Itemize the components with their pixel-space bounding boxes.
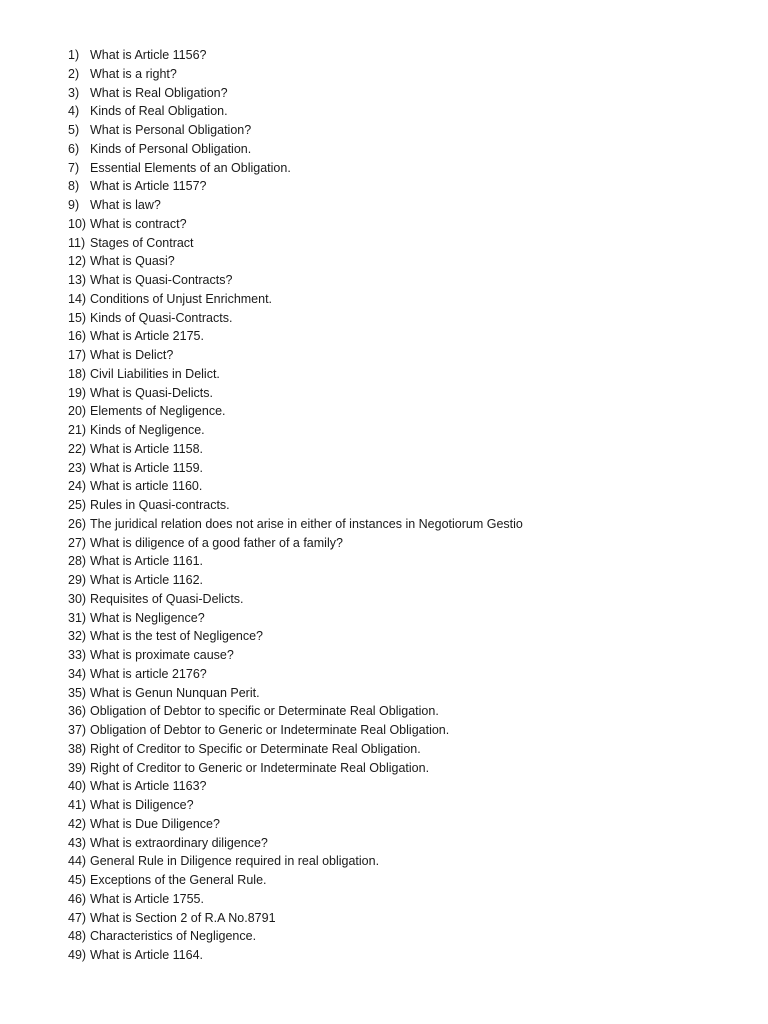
question-text: What is Article 1156? bbox=[90, 48, 207, 62]
question-item bbox=[68, 140, 523, 159]
question-text: What is Due Diligence? bbox=[90, 816, 220, 831]
question-item bbox=[68, 252, 523, 271]
question-item bbox=[68, 834, 523, 853]
question-item bbox=[68, 196, 523, 215]
question-number: 45) bbox=[68, 873, 87, 887]
question-number: 18) bbox=[68, 366, 87, 381]
question-text: Obligation of Debtor to Generic or Indeterminate Real Obligation. bbox=[90, 723, 450, 737]
question-number: 27) bbox=[68, 535, 87, 550]
question-number: 38) bbox=[68, 741, 87, 756]
question-number: 39) bbox=[68, 760, 87, 775]
question-item bbox=[68, 627, 523, 646]
question-item bbox=[68, 515, 523, 534]
question-item bbox=[68, 684, 523, 703]
question-text: What is Article 1157? bbox=[90, 179, 207, 194]
question-text: Exceptions of the General Rule. bbox=[90, 873, 267, 887]
question-item bbox=[68, 571, 523, 590]
question-number: 24) bbox=[68, 479, 87, 494]
question-number: 36) bbox=[68, 704, 87, 719]
question-item bbox=[68, 327, 523, 346]
question-item bbox=[68, 271, 523, 290]
question-item bbox=[68, 496, 523, 515]
question-number: 20) bbox=[68, 404, 87, 419]
question-item bbox=[68, 871, 523, 890]
question-number: 42) bbox=[68, 816, 87, 831]
question-number: 7) bbox=[68, 160, 80, 175]
question-item bbox=[68, 702, 523, 721]
question-text: What is Personal Obligation? bbox=[90, 123, 252, 137]
question-number: 34) bbox=[68, 666, 87, 681]
question-item bbox=[68, 721, 523, 740]
question-item bbox=[68, 440, 523, 459]
question-number: 47) bbox=[68, 910, 87, 925]
question-number: 5) bbox=[68, 123, 80, 137]
question-number: 2) bbox=[68, 66, 80, 81]
question-text: Stages of Contract bbox=[90, 235, 194, 250]
question-item bbox=[68, 665, 523, 684]
question-item bbox=[68, 159, 523, 178]
question-text: What is Quasi-Contracts? bbox=[90, 273, 233, 287]
question-number: 14) bbox=[68, 291, 87, 306]
question-item bbox=[68, 740, 523, 759]
question-item bbox=[68, 852, 523, 871]
question-text: What is proximate cause? bbox=[90, 648, 234, 662]
question-item bbox=[68, 909, 523, 928]
question-text: Kinds of Personal Obligation. bbox=[90, 141, 252, 156]
question-number: 25) bbox=[68, 498, 87, 512]
question-text: What is Article 1159. bbox=[90, 460, 204, 475]
question-item bbox=[68, 84, 523, 103]
question-item bbox=[68, 234, 523, 253]
question-item bbox=[68, 384, 523, 403]
question-item bbox=[68, 290, 523, 309]
question-number: 44) bbox=[68, 854, 87, 869]
question-item bbox=[68, 777, 523, 796]
question-text: Elements of Negligence. bbox=[90, 404, 226, 419]
question-number: 31) bbox=[68, 610, 87, 625]
question-text: What is article 2176? bbox=[90, 666, 207, 681]
question-text: General Rule in Diligence required in real obligation. bbox=[90, 854, 380, 869]
question-number: 19) bbox=[68, 385, 87, 400]
question-number: 4) bbox=[68, 104, 80, 119]
question-number: 30) bbox=[68, 591, 87, 606]
question-number: 10) bbox=[68, 216, 87, 231]
question-item bbox=[68, 609, 523, 628]
question-text: What is Quasi-Delicts. bbox=[90, 385, 213, 400]
question-number: 32) bbox=[68, 629, 87, 644]
question-text: What is Negligence? bbox=[90, 610, 205, 625]
question-text: What is Article 1164. bbox=[90, 948, 204, 962]
question-text: Kinds of Real Obligation. bbox=[90, 104, 228, 119]
question-text: What is Article 1161. bbox=[90, 554, 204, 569]
question-text: What is Article 1158. bbox=[90, 441, 204, 456]
question-number: 26) bbox=[68, 516, 87, 531]
question-text: Requisites of Quasi-Delicts. bbox=[90, 591, 244, 606]
question-number: 22) bbox=[68, 441, 87, 456]
question-item bbox=[68, 590, 523, 609]
question-text: What is contract? bbox=[90, 216, 187, 231]
question-item bbox=[68, 102, 523, 121]
question-number: 23) bbox=[68, 460, 87, 475]
question-number: 9) bbox=[68, 198, 80, 212]
question-number: 37) bbox=[68, 723, 87, 737]
question-item bbox=[68, 477, 523, 496]
question-text: What is Article 1162. bbox=[90, 573, 204, 587]
question-text: What is Article 1163? bbox=[90, 779, 207, 794]
question-text: Rules in Quasi-contracts. bbox=[90, 498, 230, 512]
question-number: 29) bbox=[68, 573, 87, 587]
question-number: 12) bbox=[68, 254, 87, 269]
question-text: Conditions of Unjust Enrichment. bbox=[90, 291, 273, 306]
question-text: Kinds of Negligence. bbox=[90, 423, 205, 437]
question-item bbox=[68, 309, 523, 328]
question-text: What is Article 1755. bbox=[90, 891, 204, 906]
question-item bbox=[68, 459, 523, 478]
question-item bbox=[68, 65, 523, 84]
question-item bbox=[68, 177, 523, 196]
question-item bbox=[68, 402, 523, 421]
question-number: 49) bbox=[68, 948, 87, 962]
question-text: What is law? bbox=[90, 198, 161, 212]
question-number: 48) bbox=[68, 929, 87, 944]
question-list bbox=[68, 46, 523, 965]
question-number: 3) bbox=[68, 85, 80, 100]
question-text: What is extraordinary diligence? bbox=[90, 835, 268, 850]
question-number: 16) bbox=[68, 329, 87, 344]
question-text: Civil Liabilities in Delict. bbox=[90, 366, 220, 381]
question-text: What is diligence of a good father of a family? bbox=[90, 535, 343, 550]
question-text: What is Real Obligation? bbox=[90, 85, 228, 100]
question-text: What is Section 2 of R.A No.8791 bbox=[90, 910, 276, 925]
question-item bbox=[68, 946, 523, 965]
question-number: 35) bbox=[68, 685, 87, 700]
question-text: Essential Elements of an Obligation. bbox=[90, 160, 291, 175]
question-item bbox=[68, 365, 523, 384]
question-item bbox=[68, 759, 523, 778]
question-text: What is the test of Negligence? bbox=[90, 629, 264, 644]
question-item bbox=[68, 215, 523, 234]
question-number: 11) bbox=[68, 235, 86, 250]
question-number: 1) bbox=[68, 48, 80, 62]
question-text: Kinds of Quasi-Contracts. bbox=[90, 310, 233, 325]
question-text: What is article 1160. bbox=[90, 479, 203, 494]
question-item bbox=[68, 421, 523, 440]
question-item bbox=[68, 890, 523, 909]
question-text: What is Genun Nunquan Perit. bbox=[90, 685, 260, 700]
question-number: 17) bbox=[68, 348, 87, 362]
question-number: 41) bbox=[68, 798, 87, 812]
question-item bbox=[68, 121, 523, 140]
question-item bbox=[68, 534, 523, 553]
question-text: Right of Creditor to Generic or Indeterminate Real Obligation. bbox=[90, 760, 430, 775]
question-text: Right of Creditor to Specific or Determinate Real Obligation. bbox=[90, 741, 421, 756]
question-number: 15) bbox=[68, 310, 87, 325]
question-item bbox=[68, 646, 523, 665]
question-item bbox=[68, 346, 523, 365]
question-item bbox=[68, 46, 523, 65]
question-item bbox=[68, 552, 523, 571]
question-item bbox=[68, 796, 523, 815]
question-text: What is Diligence? bbox=[90, 798, 194, 812]
question-item bbox=[68, 927, 523, 946]
question-number: 13) bbox=[68, 273, 87, 287]
question-text: What is Quasi? bbox=[90, 254, 175, 269]
question-number: 43) bbox=[68, 835, 87, 850]
question-text: Obligation of Debtor to specific or Determinate Real Obligation. bbox=[90, 704, 439, 719]
question-text: Characteristics of Negligence. bbox=[90, 929, 257, 944]
question-number: 21) bbox=[68, 423, 87, 437]
question-number: 46) bbox=[68, 891, 87, 906]
question-text: What is Article 2175. bbox=[90, 329, 204, 344]
question-text: The juridical relation does not arise in either of instances in Negotiorum Gestio bbox=[90, 516, 523, 531]
question-number: 33) bbox=[68, 648, 87, 662]
question-number: 28) bbox=[68, 554, 87, 569]
question-number: 8) bbox=[68, 179, 80, 194]
question-item bbox=[68, 815, 523, 834]
question-text: What is a right? bbox=[90, 66, 177, 81]
question-number: 40) bbox=[68, 779, 87, 794]
question-text: What is Delict? bbox=[90, 348, 174, 362]
question-number: 6) bbox=[68, 141, 80, 156]
